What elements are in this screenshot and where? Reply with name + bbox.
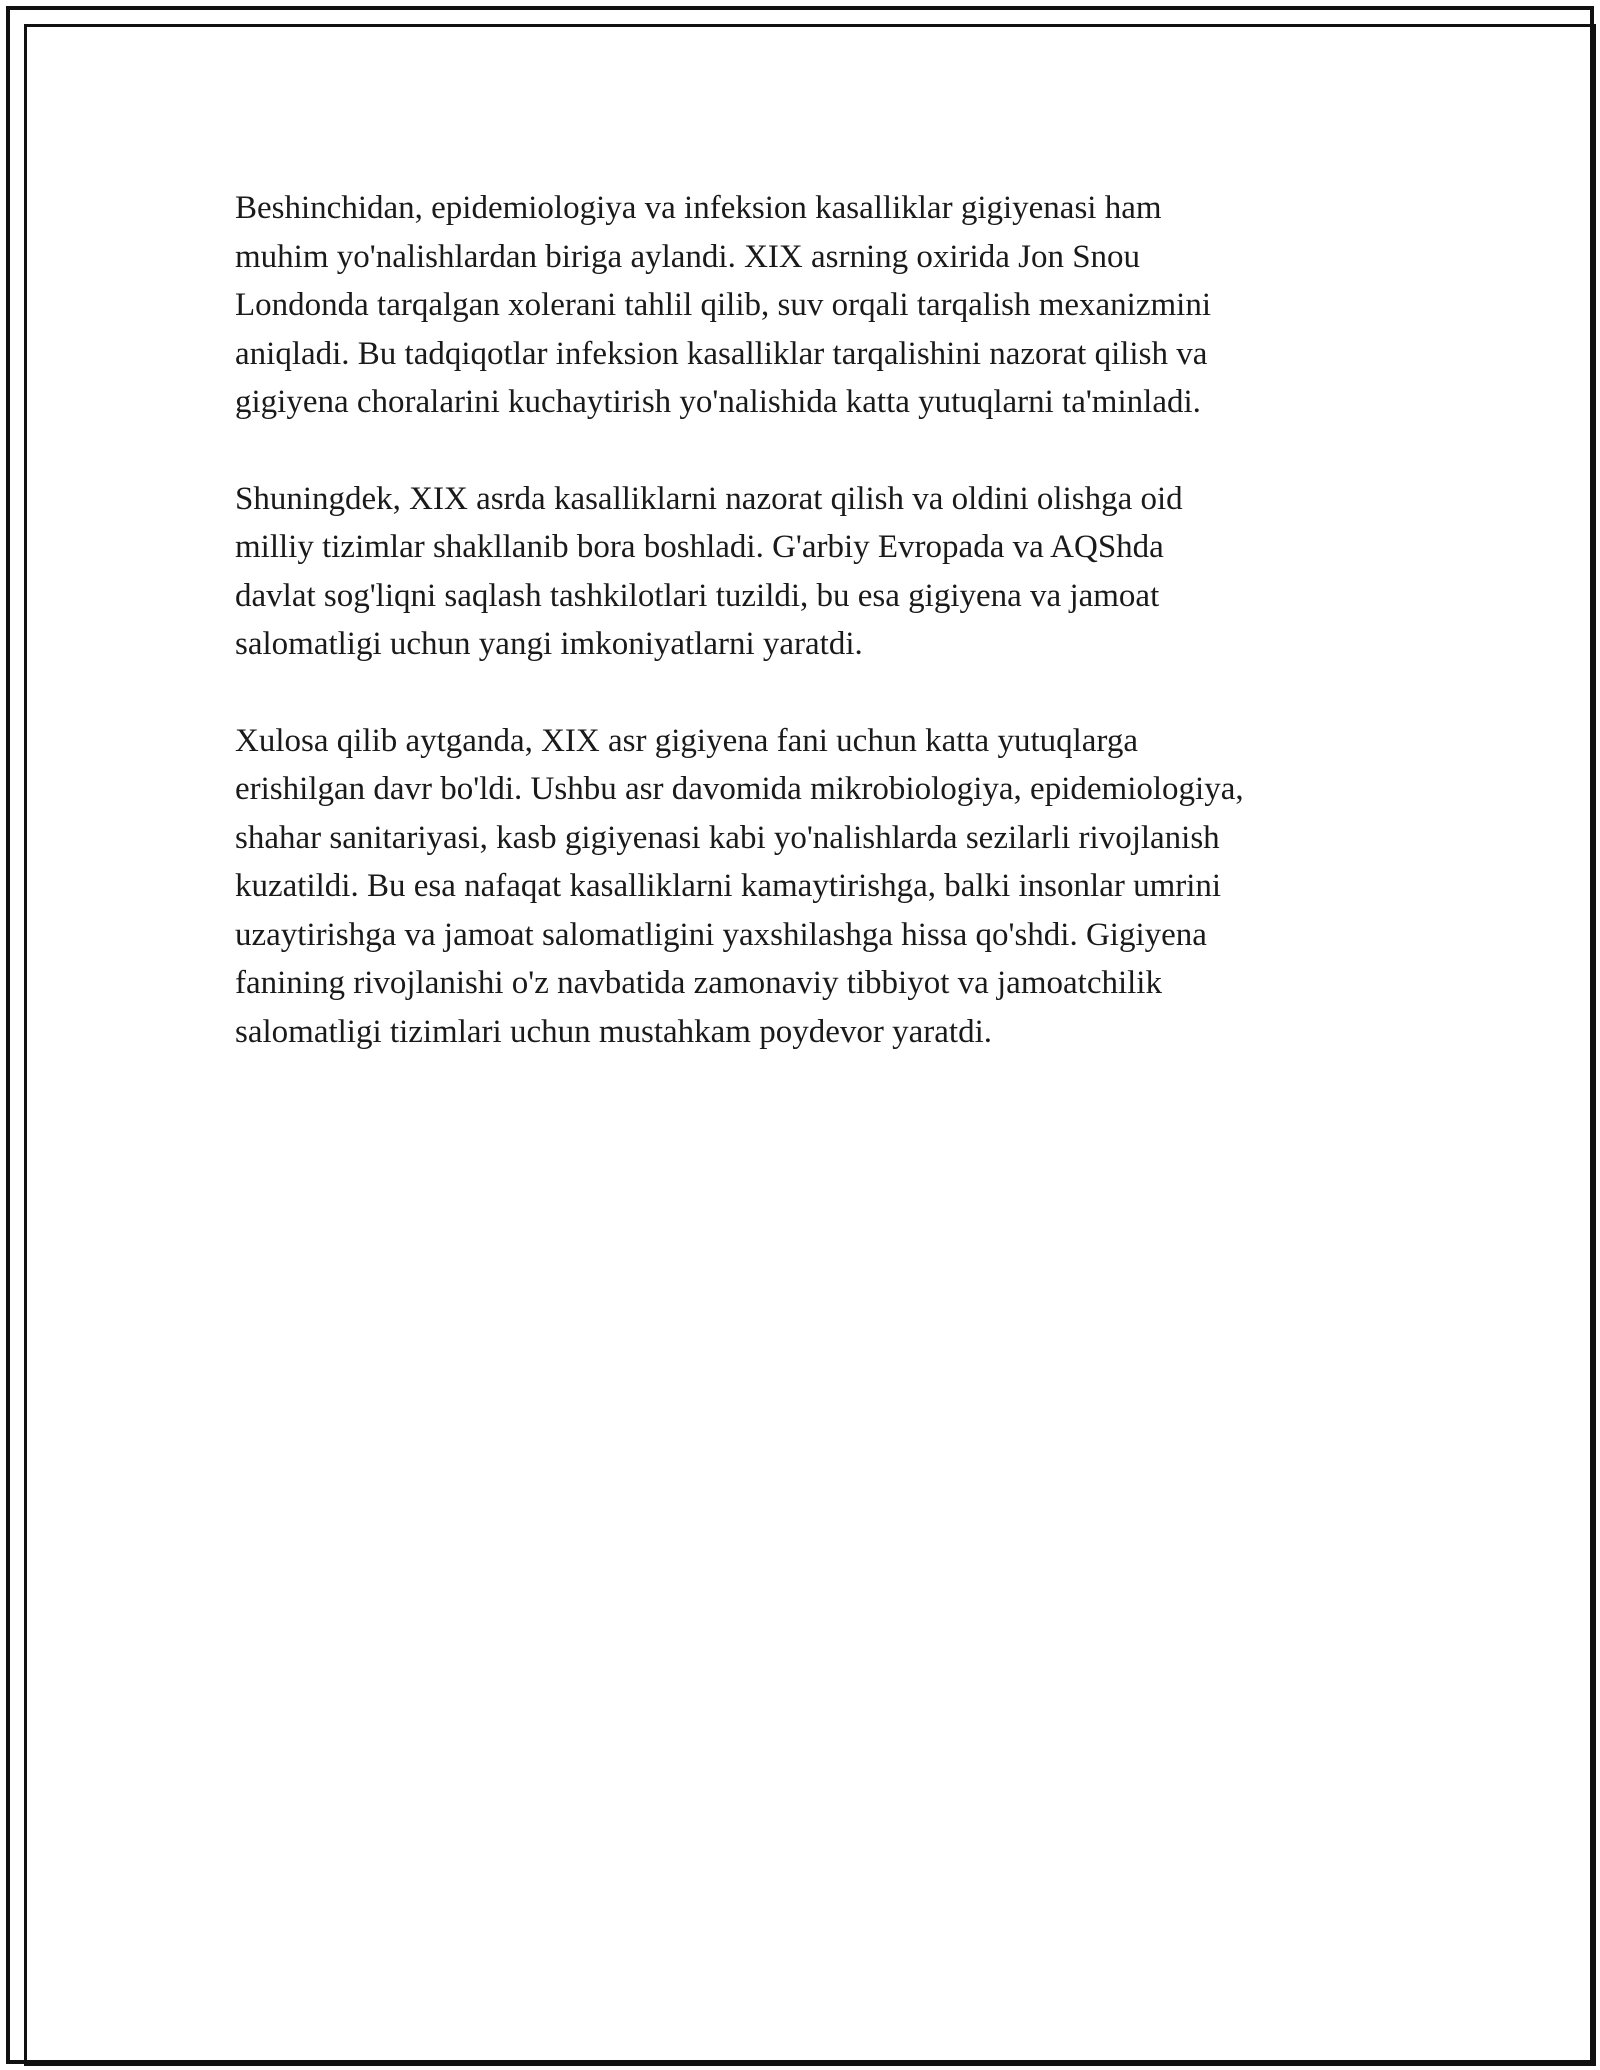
paragraph-conclusion: Xulosa qilib aytganda, XIX asr gigiyena fani uchun katta yutuqlarga erishilgan davr bo'ldi. Ushbu asr davomida mikrobiologiya, epidemiologiya, shahar sanitariyasi, kasb gigiyenasi kabi yo'nalishlarda sezilarli rivojlanish kuzatildi. Bu esa nafaqat kasalliklarni kamaytirishga, balki insonlar umrini uzaytirishga va jamoat salomatligini yaxshilashga hissa qo'shdi. Gigiyena fanining rivojlanishi o'z navbatida zamonaviy tibbiyot va jamoatchilik salomatligi tizimlari uchun mustahkam poydevor yaratdi.	[235, 722, 1244, 1050]
paragraph-national-systems: Shuningdek, XIX asrda kasalliklarni nazorat qilish va oldini olishga oid milliy tizimlar shakllanib bora boshladi. G'arbiy Evropada va AQShda davlat sog'liqni saqlash tashkilotlari tuzildi, bu esa gigiyena va jamoat salomatligi uchun yangi imkoniyatlarni yaratdi.	[235, 480, 1183, 662]
paragraph-epidemiology: Beshinchidan, epidemiologiya va infeksion kasalliklar gigiyenasi ham muhim yo'nalishlardan biriga aylandi. XIX asrning oxirida Jon Snou Londonda tarqalgan xolerani tahlil qilib, suv orqali tarqalish mexanizmini aniqladi. Bu tadqiqotlar infeksion kasalliklar tarqalishini nazorat qilish va gigiyena choralarini kuchaytirish yo'nalishida katta yutuqlarni ta'minladi.	[235, 190, 1211, 420]
document-body	[235, 184, 1385, 1104]
